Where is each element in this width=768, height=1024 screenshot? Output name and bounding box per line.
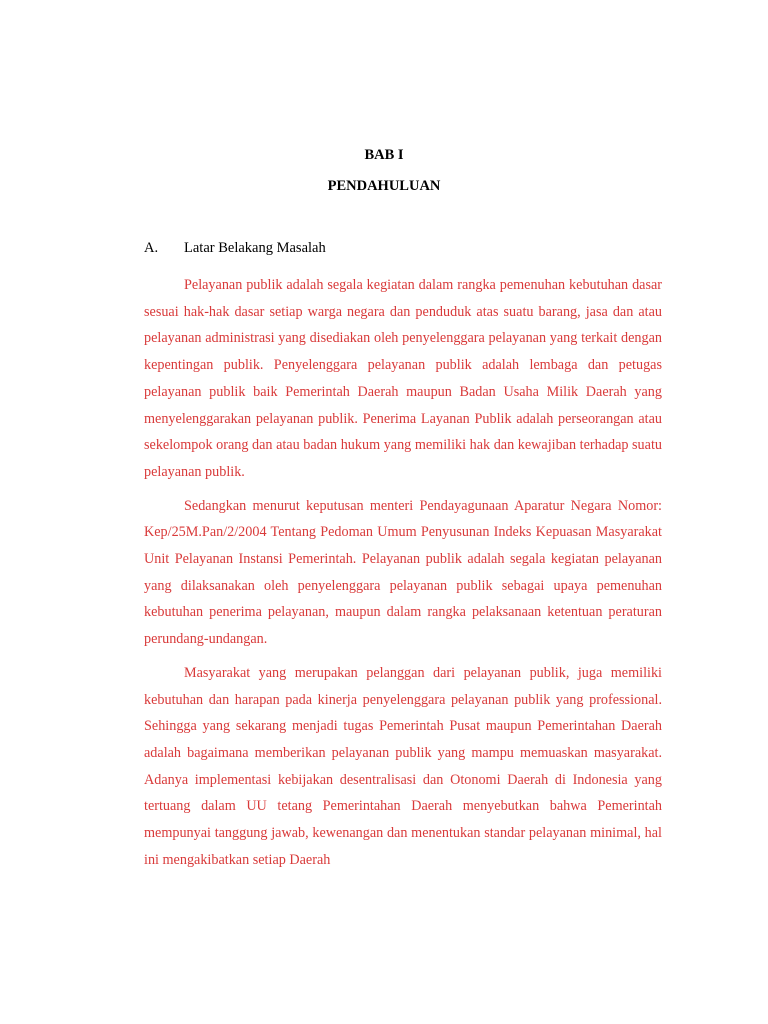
- section-heading: [144, 239, 326, 257]
- paragraph-3: Masyarakat yang merupakan pelanggan dari pelayanan publik, juga memiliki kebutuhan dan harapan pada kinerja penyelenggara pelayanan publik yang professional. Sehingga yang sekarang menjadi tugas Pemerintah Pusat maupun Pemerintahan Daerah adalah bagaimana memberikan pelayanan publik yang mampu memuaskan masyarakat. Adanya implementasi kebijakan desentralisasi dan Otonomi Daerah di Indonesia yang tertuang dalam UU tetang Pemerintahan Daerah menyebutkan bahwa Pemerintah mempunyai tanggung jawab, kewenangan dan menentukan standar pelayanan minimal, hal ini mengakibatkan setiap Daerah: [144, 664, 662, 868]
- section-title: Latar Belakang Masalah: [184, 240, 326, 256]
- chapter-number: BAB I: [364, 147, 404, 163]
- section-letter: A.: [144, 240, 159, 256]
- chapter-title: PENDAHULUAN: [327, 178, 441, 194]
- paragraph-2: Sedangkan menurut keputusan menteri Pendayagunaan Aparatur Negara Nomor: Kep/25M.Pan/2/2004 Tentang Pedoman Umum Penyusunan Indeks Kepuasan Masyarakat Unit Pelayanan Instansi Pemerintah. Pelayanan publik adalah segala kegiatan pelayanan yang dilaksanakan oleh penyelenggara pelayanan publik sebagai upaya pemenuhan kebutuhan penerima pelayanan, maupun dalam rangka pelaksanaan ketentuan peraturan perundang-undangan.: [144, 497, 662, 648]
- paragraph-1: Pelayanan publik adalah segala kegiatan dalam rangka pemenuhan kebutuhan dasar sesuai hak-hak dasar setiap warga negara dan penduduk atas suatu barang, jasa dan atau pelayanan administrasi yang disediakan oleh penyelenggara pelayanan yang terkait dengan kepentingan publik. Penyelenggara pelayanan publik adalah lembaga dan petugas pelayanan publik baik Pemerintah Daerah maupun Badan Usaha Milik Daerah yang menyelenggarakan pelayanan publik. Penerima Layanan Publik adalah perseorangan atau sekelompok orang dan atau badan hukum yang memiliki hak dan kewajiban terhadap suatu pelayanan publik.: [144, 277, 662, 480]
- body-text: [144, 272, 662, 880]
